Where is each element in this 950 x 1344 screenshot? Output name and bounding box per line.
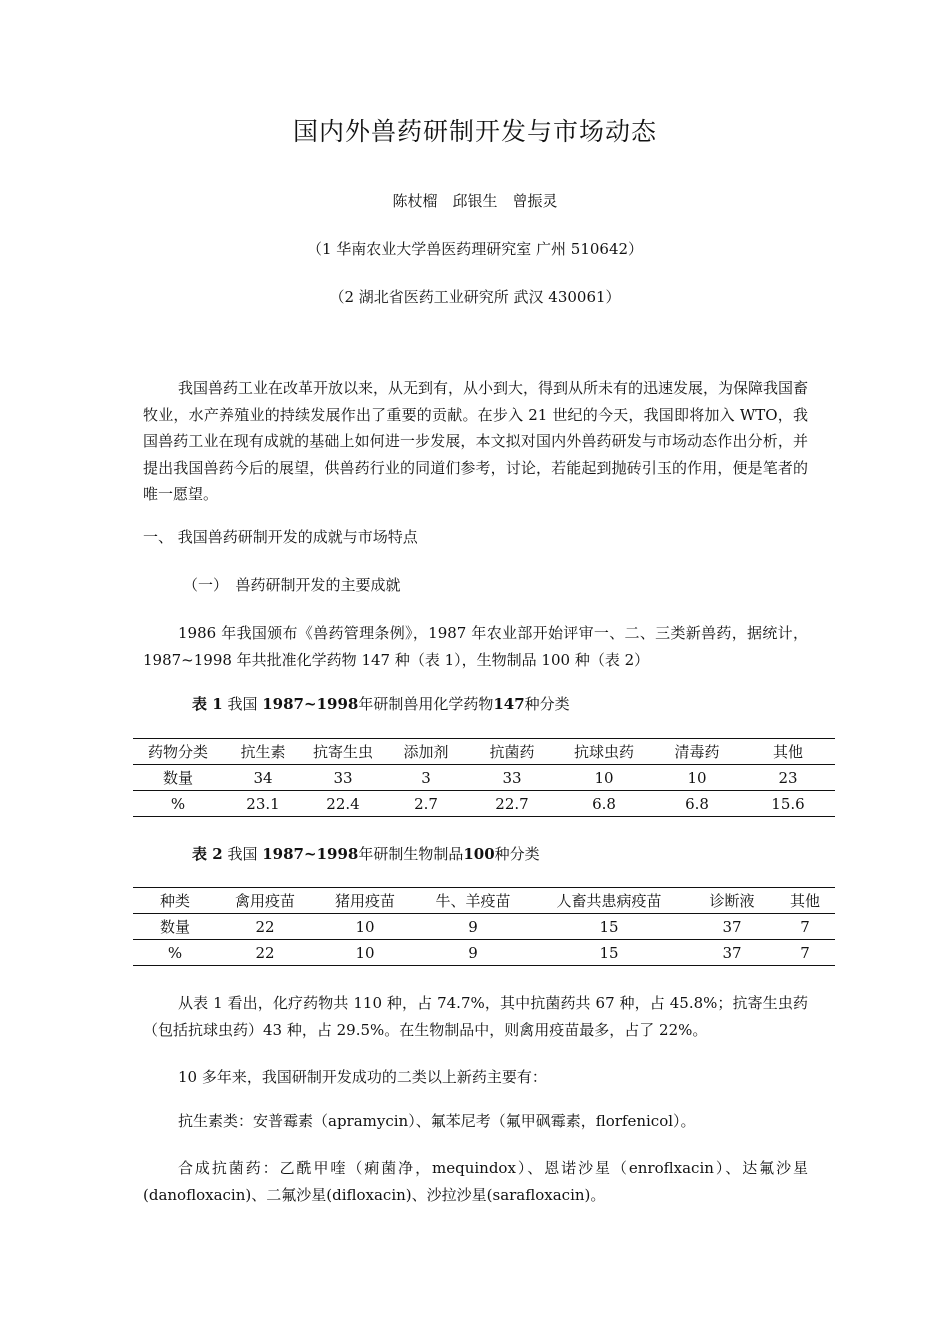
paragraph-4: 10 多年来，我国研制开发成功的二类以上新药主要有： (178, 1068, 547, 1086)
table2-header-row (133, 888, 835, 914)
table1-cell: 34 (223, 765, 303, 791)
table2-cell: 数量 (133, 914, 217, 940)
table1-cell: 10 (555, 765, 653, 791)
table2-caption-text-c: 种分类 (494, 845, 540, 863)
table1-cell: 22.7 (469, 791, 555, 817)
table2-header-cell: 其他 (775, 888, 835, 914)
table1-caption-text-c: 种分类 (524, 695, 570, 713)
table1-row (133, 791, 835, 817)
table2-caption-bold-b: 100 (463, 845, 495, 863)
table1-header-cell: 药物分类 (133, 739, 223, 765)
table1-cell: 33 (469, 765, 555, 791)
table2-caption-text-b: 年研制生物制品 (358, 845, 464, 863)
paper-title: 国内外兽药研制开发与市场动态 (292, 117, 657, 146)
table1-caption-bold-a: 1987~1998 (262, 695, 359, 713)
paragraph-3: 从表 1 看出，化疗药物共 110 种，占 74.7%，其中抗菌药共 67 种，占 45.8%；抗寄生虫药（包括抗球虫药）43 种，占 29.5%。在生物制品中，则禽用疫苗最多，占了 22%。 (143, 994, 808, 1039)
table1-cell: 22.4 (303, 791, 383, 817)
paragraph-5: 抗生素类：安普霉素（apramycin）、氟苯尼考（氟甲砜霉素，florfenicol）。 (178, 1112, 696, 1130)
table2-row (133, 940, 835, 966)
table1-cell: 23.1 (223, 791, 303, 817)
subsection-heading-1: （一） 兽药研制开发的主要成就 (183, 576, 401, 594)
table2-cell: 10 (313, 914, 417, 940)
paragraph-6: 合成抗菌药：乙酰甲喹（痢菌净，mequindox）、恩诺沙星（enroflxacin）、达氟沙星(danofloxacin)、二氟沙星(difloxacin)、沙拉沙星(sarafloxacin)。 (143, 1159, 808, 1204)
table1-cell: 10 (653, 765, 741, 791)
table2-cell: 10 (313, 940, 417, 966)
table1-cell: 3 (383, 765, 469, 791)
table2-cell: 15 (529, 914, 689, 940)
table1-cell: 6.8 (555, 791, 653, 817)
table1-header-cell: 抗生素 (223, 739, 303, 765)
table2-cell: 9 (417, 914, 529, 940)
table2-cell: 37 (689, 914, 775, 940)
table1-caption-label: 表 1 (192, 695, 223, 713)
table2-header-cell: 猪用疫苗 (313, 888, 417, 914)
table2-cell: 37 (689, 940, 775, 966)
table2 (133, 887, 835, 966)
affiliation-2: （2 湖北省医药工业研究所 武汉 430061） (329, 288, 621, 306)
table1-header-cell: 添加剂 (383, 739, 469, 765)
table1-cell: 23 (741, 765, 835, 791)
intro-paragraph: 我国兽药工业在改革开放以来，从无到有，从小到大，得到从所未有的迅速发展，为保障我国畜牧业，水产养殖业的持续发展作出了重要的贡献。在步入 21 世纪的今天，我国即将加入 WTO，我国兽药工业在现有成就的基础上如何进一步发展，本文拟对国内外兽药研发与市场动态作出分析，并提出我国兽药今后的展望，供兽药行业的同道们参考，讨论，若能起到抛砖引玉的作用，便是笔者的唯一愿望。 (143, 379, 809, 503)
table2-caption-text-a: 我国 (227, 845, 258, 863)
table1-header-cell: 抗球虫药 (555, 739, 653, 765)
table2-cell: 7 (775, 940, 835, 966)
table1-caption-text-a: 我国 (227, 695, 258, 713)
table1-caption-text-b: 年研制兽用化学药物 (358, 695, 494, 713)
table1-header-cell: 抗菌药 (469, 739, 555, 765)
paragraph-2: 1986 年我国颁布《兽药管理条例》，1987 年农业部开始评审一、二、三类新兽药，据统计，1987~1998 年共批准化学药物 147 种（表 1），生物制品 100 种（表 2） (143, 624, 808, 669)
table2-header-cell: 禽用疫苗 (217, 888, 313, 914)
table1-header-cell: 其他 (741, 739, 835, 765)
table1-header-cell: 清毒药 (653, 739, 741, 765)
table2-cell: 22 (217, 940, 313, 966)
table1-cell: 33 (303, 765, 383, 791)
table2-cell: % (133, 940, 217, 966)
table1-caption (192, 693, 570, 714)
table1-caption-bold-b: 147 (493, 695, 525, 713)
table1-cell: % (133, 791, 223, 817)
table2-caption (192, 843, 540, 864)
table2-caption-bold-a: 1987~1998 (262, 845, 359, 863)
table1-row (133, 765, 835, 791)
table1-cell: 2.7 (383, 791, 469, 817)
table2-header-cell: 种类 (133, 888, 217, 914)
table1 (133, 738, 835, 817)
table1-cell: 6.8 (653, 791, 741, 817)
authors: 陈杖榴 邱银生 曾振灵 (392, 192, 558, 210)
table2-cell: 15 (529, 940, 689, 966)
table1-header-row (133, 739, 835, 765)
table1-cell: 15.6 (741, 791, 835, 817)
table2-header-cell: 诊断液 (689, 888, 775, 914)
affiliation-1: （1 华南农业大学兽医药理研究室 广州 510642） (306, 240, 644, 258)
table1-cell: 数量 (133, 765, 223, 791)
table2-cell: 9 (417, 940, 529, 966)
table2-header-cell: 人畜共患病疫苗 (529, 888, 689, 914)
table2-caption-label: 表 2 (192, 845, 223, 863)
table2-row (133, 914, 835, 940)
table1-header-cell: 抗寄生虫 (303, 739, 383, 765)
section-heading-1: 一、 我国兽药研制开发的成就与市场特点 (143, 528, 418, 546)
table2-cell: 7 (775, 914, 835, 940)
table2-header-cell: 牛、羊疫苗 (417, 888, 529, 914)
table2-cell: 22 (217, 914, 313, 940)
